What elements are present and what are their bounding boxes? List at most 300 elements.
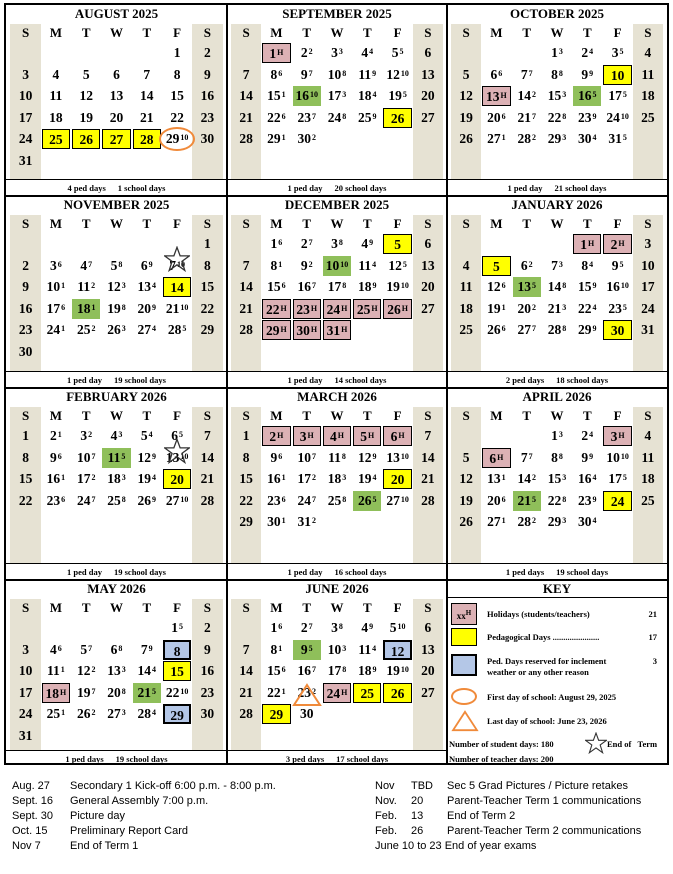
day-5: $5^H$: [353, 426, 381, 446]
note-text: Preliminary Report Card: [70, 825, 188, 837]
day-16: 16: [200, 663, 215, 678]
day-28: 28: [133, 129, 161, 149]
day-index: 2: [311, 516, 316, 525]
day-6: $6^6$: [490, 66, 503, 82]
day-27: $27^1$: [487, 514, 506, 529]
day-index: 2: [88, 430, 93, 439]
day-index: 10: [620, 111, 629, 121]
day-16: $16^5$: [573, 86, 601, 106]
weekday-header: S: [644, 408, 652, 423]
day-14: 14: [200, 449, 215, 465]
day-4: 4: [644, 45, 652, 60]
day-index: 8: [558, 451, 563, 461]
day-index: H: [398, 431, 405, 440]
grid-divider: [226, 5, 228, 763]
weekday-header: M: [270, 408, 283, 423]
day-30: 30: [18, 343, 33, 359]
day-18: $18^3$: [327, 471, 347, 486]
month-title: DECEMBER 2025: [284, 197, 390, 212]
day-index: 2: [91, 324, 96, 333]
weekday-header: T: [302, 408, 312, 423]
day-index: 7: [91, 451, 96, 461]
day-index: 10: [180, 494, 189, 504]
day-index: 5: [622, 90, 627, 99]
day-index: 5: [402, 90, 407, 99]
day-8: $8^6$: [270, 66, 283, 82]
day-index: 5: [402, 259, 407, 269]
day-24: 24: [18, 131, 33, 146]
key-title: KEY: [447, 580, 667, 598]
day-index: 9: [369, 622, 374, 631]
day-index: 5: [178, 430, 183, 439]
month-title: MAY 2026: [87, 581, 146, 596]
day-12: 12: [459, 88, 473, 103]
day-index: 8: [342, 665, 347, 674]
day-13: 13: [421, 641, 435, 657]
day-index: 6: [501, 111, 506, 121]
month-february: [6, 388, 227, 580]
day-index: 1: [501, 473, 506, 482]
reserved-label: Ped. Days reserved for inclement weather or any other reason: [487, 656, 607, 677]
day-index: 8: [342, 281, 347, 290]
day-8: $8^4$: [581, 257, 594, 273]
day-6: 6: [424, 620, 432, 635]
day-18: 18: [641, 471, 655, 486]
note-text: Sec 5 Grad Pictures / Picture retakes: [447, 780, 628, 792]
weekday-header: S: [21, 408, 30, 423]
school-day-count: 18 school days: [556, 375, 609, 385]
holiday-swatch-text: xx: [456, 611, 466, 621]
day-index: 3: [118, 430, 123, 439]
day-7: 7: [424, 428, 432, 443]
end-of-term-star-icon: [164, 438, 190, 464]
ped-day-count: 1 ped days: [505, 567, 545, 577]
day-index: 6: [61, 302, 66, 312]
day-20: 20: [421, 663, 435, 678]
day-23: 23: [18, 322, 33, 337]
day-23: $23^6$: [267, 492, 286, 508]
note-text: Secondary 1 Kick-off 6:00 p.m. - 8:00 p.m.: [70, 780, 276, 792]
day-index: 1: [61, 281, 66, 290]
day-7: $7^{10}$: [169, 257, 185, 273]
day-13: $13^{10}$: [386, 449, 409, 465]
day-index: 2: [311, 133, 316, 142]
day-index: 5: [619, 47, 624, 56]
weekday-header: W: [330, 600, 344, 615]
note-date: Nov 7: [12, 840, 41, 852]
day-18: $18^3$: [107, 471, 126, 486]
day-13: $13^{10}$: [165, 449, 189, 465]
day-index: H: [371, 303, 378, 313]
day-11: $11^1$: [47, 663, 65, 678]
day-19: 19: [459, 492, 473, 508]
day-7: 7: [242, 66, 250, 82]
note-date: Sept. 30: [12, 810, 53, 822]
day-28: $28^2$: [517, 514, 536, 529]
weekday-header: F: [393, 600, 402, 615]
day-11: 11: [641, 66, 655, 82]
day-index: 8: [342, 68, 347, 78]
weekday-header: T: [582, 408, 592, 423]
day-3: $3^6$: [50, 257, 62, 273]
day-7: $7^3$: [551, 257, 563, 273]
day-19: $19^4$: [137, 471, 157, 486]
note-row: [12, 823, 352, 839]
day-6: $6^5$: [171, 428, 183, 443]
day-index: H: [310, 325, 318, 334]
day-27: 27: [102, 129, 130, 149]
day-18: $18^9$: [358, 279, 377, 294]
first-day-circle: [159, 127, 195, 151]
day-31: 31: [18, 727, 33, 743]
day-index: 9: [372, 68, 377, 78]
day-10: 10: [641, 257, 655, 273]
day-4: $4^H$: [323, 426, 351, 446]
day-24: $24^{10}$: [606, 109, 629, 125]
day-index: 8: [558, 68, 563, 78]
day-index: 6: [281, 494, 286, 504]
day-24: $24^7$: [297, 492, 316, 508]
day-2: $2^7$: [300, 620, 313, 635]
weekday-header: W: [330, 408, 344, 423]
day-27: 27: [421, 109, 435, 125]
month-counts: [6, 563, 227, 579]
day-6: 6: [424, 236, 432, 251]
day-29: 29: [262, 704, 290, 724]
note-date: Sept. 16: [12, 795, 53, 807]
day-17: 17: [641, 279, 655, 294]
day-7: 7: [143, 66, 151, 82]
day-index: 2: [91, 665, 96, 674]
day-31: 31: [18, 152, 33, 168]
day-index: 9: [592, 494, 597, 504]
day-index: 3: [558, 430, 563, 439]
day-index: H: [588, 239, 595, 248]
note-date: Aug. 27: [12, 780, 50, 792]
day-29: 29: [239, 514, 253, 529]
day-index: 7: [91, 686, 96, 696]
day-23: $23^2$: [297, 684, 316, 700]
day-index: 7: [311, 111, 316, 121]
day-24: 24: [641, 300, 655, 316]
day-16: $16^{10}$: [293, 86, 321, 106]
weekday-header: T: [522, 216, 532, 231]
month-counts: [447, 563, 667, 579]
weekday-header: S: [203, 600, 212, 615]
day-26: $26^2$: [76, 706, 96, 721]
day-index: 4: [592, 133, 597, 142]
day-28: $28^5$: [167, 322, 187, 337]
day-2: 2: [204, 45, 211, 60]
day-index: H: [307, 431, 314, 440]
key-row: [447, 710, 667, 732]
day-index: H: [500, 91, 507, 100]
note-row: [12, 778, 352, 794]
day-3: 3: [644, 236, 652, 251]
day-6: $6^9$: [140, 257, 153, 273]
day-8: $8^8$: [551, 66, 563, 82]
day-index: 9: [592, 281, 597, 290]
day-28: $28^8$: [547, 322, 567, 337]
month-title: JUNE 2026: [305, 581, 369, 596]
day-index: H: [401, 303, 408, 313]
day-index: 5: [121, 451, 126, 461]
day-14: $14^2$: [517, 88, 536, 103]
day-26: $26^9$: [137, 492, 157, 508]
day-15: 15: [200, 279, 215, 294]
day-22: $22^{10}$: [165, 684, 189, 700]
day-9: 9: [22, 279, 29, 294]
day-index: 10: [397, 622, 406, 631]
day-index: 5: [531, 494, 536, 504]
day-29: 29: [200, 322, 215, 337]
day-index: 6: [281, 111, 286, 121]
day-index: 9: [592, 111, 597, 121]
day-2: $2^4$: [581, 45, 594, 60]
day-index: 2: [528, 259, 533, 269]
note-row: [375, 823, 670, 839]
day-1: $1^6$: [270, 236, 283, 251]
weekday-header: F: [613, 408, 622, 423]
day-21: 21: [421, 471, 435, 486]
day-21: 21: [200, 471, 215, 486]
day-index: 9: [152, 451, 157, 461]
day-26: $26^6$: [487, 322, 506, 337]
weekday-header: T: [302, 600, 312, 615]
day-20: $20^9$: [137, 300, 157, 316]
day-27: $27^3$: [107, 706, 126, 721]
day-27: $27^{10}$: [165, 492, 189, 508]
day-index: 4: [592, 516, 597, 525]
weekday-header: T: [522, 408, 532, 423]
day-index: 7: [311, 665, 316, 674]
note-row: [375, 808, 670, 824]
day-28: $28^2$: [517, 131, 536, 146]
day-18: $18^H$: [42, 683, 70, 703]
weekday-header: M: [49, 216, 63, 231]
day-index: 8: [562, 111, 567, 121]
weekday-header: W: [109, 25, 123, 40]
day-index: 7: [311, 281, 316, 290]
day-index: 10: [620, 281, 629, 290]
day-19: $19^4$: [358, 471, 377, 486]
day-29: $29^H$: [262, 320, 290, 340]
day-index: 7: [88, 643, 93, 653]
day-13: $13^1$: [487, 471, 506, 486]
day-2: 2: [204, 620, 211, 635]
weekday-header: M: [270, 600, 283, 615]
day-index: 2: [531, 302, 536, 312]
day-21: 21: [140, 109, 154, 125]
day-index: 10: [400, 494, 409, 504]
day-index: 6: [281, 281, 286, 290]
note-row: [12, 838, 352, 854]
day-index: 3: [121, 708, 126, 717]
day-3: $3^H$: [603, 426, 631, 446]
day-index: 2: [531, 516, 536, 525]
day-15: $15^3$: [547, 88, 567, 103]
weekday-header: T: [81, 216, 91, 231]
day-index: 5: [308, 643, 313, 653]
weekday-header: W: [550, 408, 564, 423]
day-2: 2: [22, 257, 29, 273]
day-7: 7: [204, 428, 211, 443]
note-text: End of Term 1: [70, 840, 139, 852]
day-index: 7: [528, 451, 533, 461]
day-26: $26^H$: [383, 299, 411, 319]
school-day-count: 14 school days: [334, 375, 387, 385]
day-index: 5: [178, 622, 183, 631]
day-14: 14: [239, 279, 253, 294]
weekday-header: M: [49, 25, 63, 40]
day-9: $9^7$: [300, 66, 313, 82]
day-index: 7: [88, 259, 93, 269]
day-index: 6: [501, 494, 506, 504]
day-19: $19^{10}$: [386, 279, 409, 294]
day-2: $2^H$: [262, 426, 290, 446]
day-3: $3^3$: [331, 45, 343, 60]
month-august: [6, 5, 227, 196]
day-30: 30: [299, 706, 314, 721]
weekday-header: S: [644, 25, 652, 40]
ped-label: Pedagogical Days ......................: [487, 632, 600, 642]
weekday-header: T: [362, 216, 372, 231]
day-2: $2^H$: [603, 234, 631, 254]
note-day: 20: [411, 795, 424, 807]
day-15: $15^6$: [267, 279, 286, 294]
note-date: Nov: [375, 780, 395, 792]
day-16: $16^1$: [46, 471, 66, 486]
day-19: $19^1$: [487, 300, 506, 316]
day-index: 9: [372, 451, 377, 461]
day-index: 4: [372, 90, 377, 99]
day-index: 4: [592, 302, 597, 312]
day-17: $17^5$: [608, 88, 627, 103]
day-13: $13^4$: [137, 279, 157, 294]
school-day-count: 19 school days: [114, 567, 166, 577]
weekday-header: S: [424, 216, 432, 231]
reserved-count: 3: [652, 656, 657, 666]
day-8: 8: [22, 449, 29, 465]
day-9: 9: [204, 66, 211, 82]
day-index: 8: [562, 324, 567, 333]
day-26: $26^3$: [107, 322, 126, 337]
day-index: 1: [281, 473, 286, 482]
month-june: [227, 580, 447, 767]
day-8: 8: [173, 66, 181, 82]
day-20: 20: [421, 88, 435, 103]
weekday-header: T: [142, 600, 152, 615]
month-title: APRIL 2026: [522, 389, 592, 404]
day-17: $17^2$: [297, 471, 316, 486]
day-index: 7: [528, 68, 533, 78]
month-title: OCTOBER 2025: [509, 6, 605, 21]
day-index: 4: [152, 665, 157, 674]
school-day-count: 19 school days: [556, 567, 609, 577]
day-11: $11^8$: [328, 449, 346, 465]
day-21: $21^7$: [517, 109, 536, 125]
weekday-header: F: [173, 408, 182, 423]
day-index: 1: [281, 90, 286, 99]
day-24: $24^H$: [323, 299, 351, 319]
day-index: 2: [308, 47, 313, 56]
day-index: 2: [531, 473, 536, 482]
day-20: $20^2$: [517, 300, 536, 316]
note-date: June 10 to 23 End of year exams: [375, 840, 537, 852]
holiday-swatch-sup: H: [465, 609, 472, 617]
day-9: $9^2$: [300, 257, 313, 273]
day-index: 1: [61, 708, 66, 717]
day-30: 30: [200, 131, 215, 146]
day-12: $12^9$: [137, 449, 157, 465]
day-index: 8: [118, 643, 123, 653]
weekday-header: M: [270, 25, 283, 40]
day-30: $30^4$: [578, 514, 597, 529]
student-days: Number of student days: 180: [449, 739, 554, 749]
day-1: $1^3$: [551, 428, 563, 443]
day-2: $2^1$: [50, 428, 62, 443]
day-3: $3^5$: [611, 45, 624, 60]
day-1: 1: [173, 45, 181, 60]
day-13: 13: [421, 257, 435, 273]
day-index: 10: [340, 259, 349, 269]
weekday-header: W: [550, 216, 564, 231]
ped-swatch: [451, 628, 477, 646]
day-5: 5: [462, 449, 470, 465]
weekday-header: T: [142, 216, 152, 231]
day-10: $10^7$: [76, 449, 96, 465]
day-20: $20^6$: [487, 109, 506, 125]
weekday-header: T: [582, 25, 592, 40]
day-3: $3^8$: [331, 236, 343, 251]
day-index: 1: [57, 430, 62, 439]
day-index: H: [277, 48, 284, 57]
day-index: H: [280, 325, 287, 334]
day-9: $9^6$: [270, 449, 283, 465]
day-index: 4: [589, 47, 594, 56]
holiday-count: 21: [648, 609, 657, 619]
day-20: $20^6$: [487, 492, 506, 508]
weekday-header: F: [393, 408, 402, 423]
day-index: 8: [338, 622, 343, 631]
day-3: 3: [22, 641, 29, 657]
day-15: $15^3$: [547, 471, 567, 486]
day-index: 4: [152, 708, 157, 717]
day-index: 10: [400, 281, 409, 290]
day-9: $9^5$: [293, 640, 321, 660]
day-12: $12^9$: [358, 449, 377, 465]
day-18: $18^1$: [72, 299, 100, 319]
weekday-header: S: [21, 25, 30, 40]
weekday-header: T: [81, 408, 91, 423]
end-of-term-label: End of Term: [607, 739, 658, 749]
day-index: 9: [148, 259, 153, 269]
day-8: $8^8$: [551, 449, 563, 465]
holiday-swatch: [451, 603, 477, 625]
day-18: $18^4$: [358, 88, 377, 103]
day-index: 10: [180, 451, 189, 461]
day-index: 2: [531, 90, 536, 99]
day-12: $12^5$: [388, 257, 407, 273]
day-28: 28: [239, 706, 253, 721]
weekday-header: S: [644, 216, 652, 231]
day-22: $22^1$: [267, 684, 286, 700]
note-text: Parent-Teacher Term 2 communications: [447, 825, 642, 837]
day-index: 3: [562, 302, 567, 312]
day-19: $19^5$: [388, 88, 407, 103]
day-16: 16: [18, 300, 33, 316]
day-index: 3: [562, 473, 567, 482]
